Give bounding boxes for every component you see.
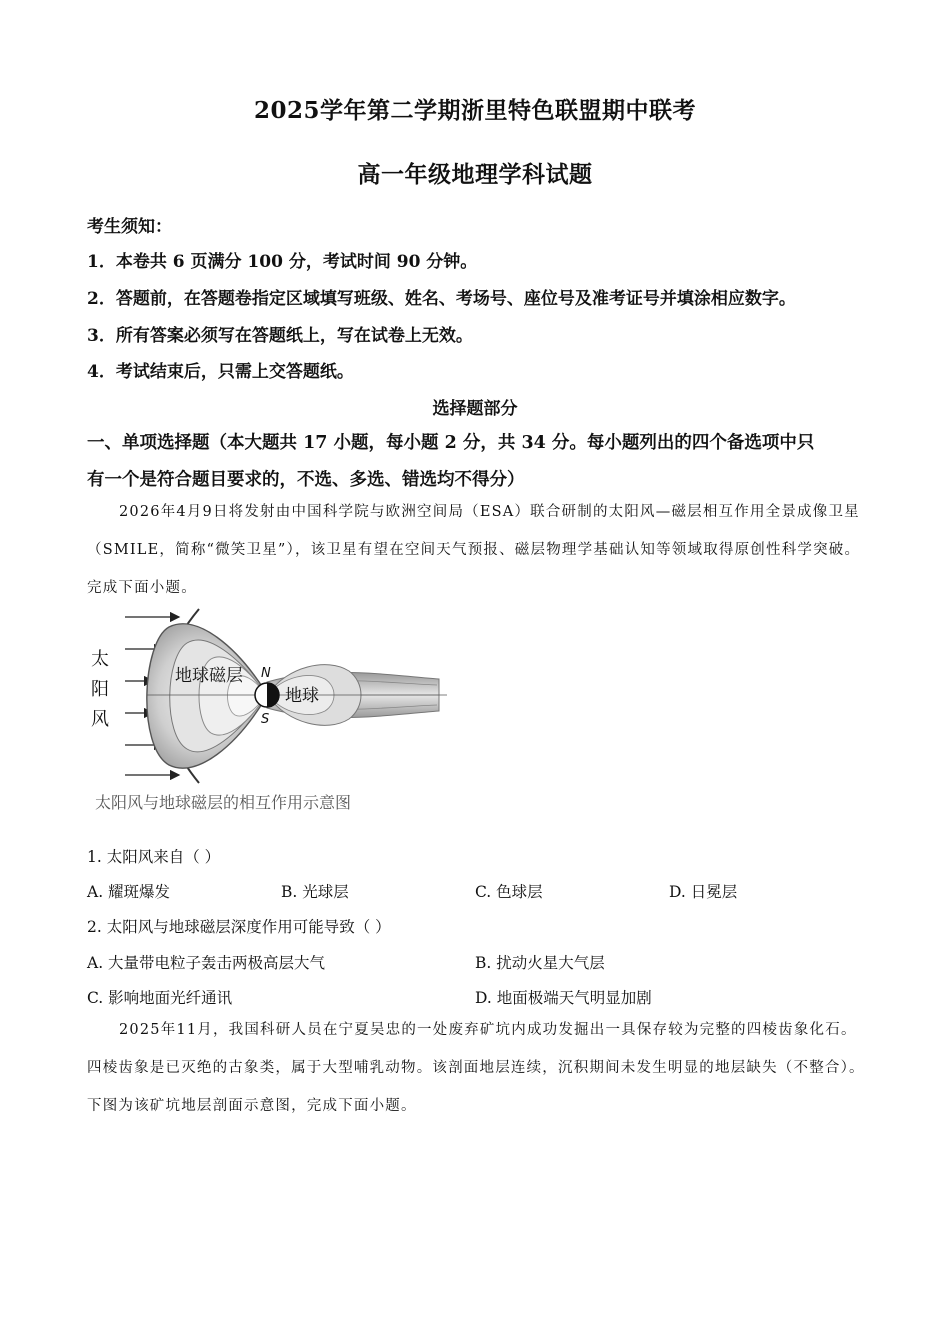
figure-caption: 太阳风与地球磁层的相互作用示意图 [95,793,352,812]
notice-item-4: 4．考试结束后，只需上交答题纸。 [87,362,354,382]
north-pole-label: N [261,666,271,681]
exam-title: 2025学年第二学期浙里特色联盟期中联考 [253,97,696,124]
part1-instruction-line2: 有一个是符合题目要求的，不选、多选、错选均不得分） [87,470,525,490]
notice-item-1: 1．本卷共 6 页满分 100 分，考试时间 90 分钟。 [87,252,478,272]
q2-option-c: C. 影响地面光纤通讯 [87,989,233,1007]
solar-wind-char-1: 太 [91,649,109,670]
q2-option-a: A. 大量带电粒子轰击两极高层大气 [87,954,326,972]
passage-2-text: 2025年11月，我国科研人员在宁夏吴忠的一处废弃矿坑内成功发掘出一具保存较为完整的四棱齿象化石。四棱齿象是已灭绝的古象类，属于大型哺乳动物。该剖面地层连续，沉积期间未发生明显的地层缺失（不整合）。下图为该矿坑地层剖面示意图，完成下面小题。 [87,1022,865,1114]
magnetosphere-label: 地球磁层 [175,666,243,686]
exam-subtitle: 高一年级地理学科试题 [357,161,593,188]
south-pole-label: S [261,712,270,727]
q1-option-a: A. 耀斑爆发 [87,883,171,901]
q2-option-d: D. 地面极端天气明显加剧 [475,989,652,1007]
passage-1-text: 2026年4月9日将发射由中国科学院与欧洲空间局（ESA）联合研制的太阳风—磁层相互作用全景成像卫星（SMILE，简称“微笑卫星”），该卫星有望在空间天气预报、磁层物理学基础认知等领域取得原创性科学突破。完成下面小题。 [87,504,861,596]
notice-item-3: 3．所有答案必须写在答题纸上，写在试卷上无效。 [87,326,473,346]
magnetosphere-diagram [87,607,457,787]
q1-option-b: B. 光球层 [281,883,349,901]
earth-label: 地球 [285,686,319,706]
q1-option-c: C. 色球层 [475,883,543,901]
question-2-stem: 2. 太阳风与地球磁层深度作用可能导致（ ） [87,918,391,936]
notice-item-2: 2．答题前，在答题卷指定区域填写班级、姓名、考场号、座位号及准考证号并填涂相应数字。 [87,289,796,309]
section-title: 选择题部分 [432,399,518,419]
earth-globe [255,683,279,707]
passage-2 [87,1011,867,1125]
q2-option-b: B. 扰动火星大气层 [475,954,605,972]
solar-wind-figure [87,607,457,822]
notice-heading: 考生须知： [87,217,172,237]
question-1-stem: 1. 太阳风来自（ ） [87,848,221,866]
q1-option-d: D. 日冕层 [669,883,738,901]
solar-wind-char-2: 阳 [91,679,109,700]
part1-instruction-line1: 一、单项选择题（本大题共 17 小题，每小题 2 分，共 34 分。每小题列出的四个备选项中只 [87,433,815,453]
solar-wind-char-3: 风 [91,709,109,730]
passage-1 [87,493,867,607]
